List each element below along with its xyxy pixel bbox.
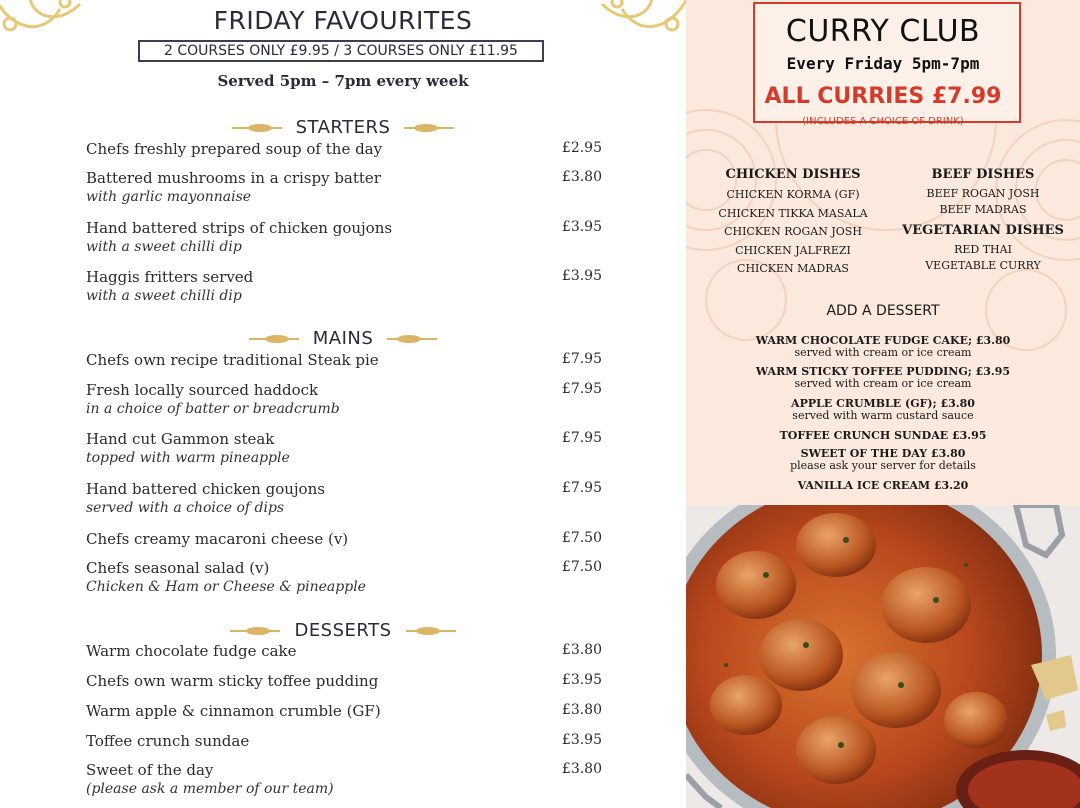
item-price: £3.95 xyxy=(561,219,602,235)
curry-club-drink-note: (INCLUDES A CHOICE OF DRINK) xyxy=(802,116,964,127)
dish-item: BEEF MADRAS xyxy=(939,203,1027,216)
menu-item xyxy=(86,702,602,720)
item-name: Chefs own recipe traditional Steak pie xyxy=(86,351,379,369)
menu-item xyxy=(86,219,602,255)
curry-club-title: CURRY CLUB xyxy=(785,14,981,49)
dessert-item: WARM STICKY TOFFEE PUDDING; £3.95 served with cream or ice cream xyxy=(755,365,1011,390)
mains-heading: MAINS xyxy=(0,328,686,349)
beef-dishes xyxy=(896,167,1070,218)
item-price: £3.80 xyxy=(561,761,602,777)
item-description: topped with warm pineapple xyxy=(86,450,290,466)
item-price: £3.95 xyxy=(561,672,602,688)
dessert-item: VANILLA ICE CREAM £3.20 xyxy=(797,479,969,492)
dessert-item: SWEET OF THE DAY £3.80 please ask your server for details xyxy=(790,447,976,472)
menu-item xyxy=(86,430,602,466)
item-price: £3.80 xyxy=(561,642,602,658)
menu-item xyxy=(86,169,602,205)
item-name: Chefs creamy macaroni cheese (v) xyxy=(86,530,349,548)
dessert-item: TOFFEE CRUNCH SUNDAE £3.95 xyxy=(779,429,987,442)
menu-item xyxy=(86,268,602,304)
item-name: Sweet of the day xyxy=(86,761,214,779)
chicken-dishes-heading: CHICKEN DISHES xyxy=(725,167,861,182)
item-price: £3.80 xyxy=(561,169,602,185)
item-name: Warm chocolate fudge cake xyxy=(86,642,297,660)
menu-item xyxy=(86,381,602,417)
item-description: with a sweet chilli dip xyxy=(86,288,242,304)
wheat-ornament-icon xyxy=(232,123,282,133)
curry-pot-icon xyxy=(686,505,1080,808)
curry-club-price: ALL CURRIES £7.99 xyxy=(764,84,1002,109)
item-description: Chicken & Ham or Cheese & pineapple xyxy=(86,579,366,595)
vegetarian-dishes-heading: VEGETARIAN DISHES xyxy=(902,223,1064,238)
item-name: Chefs seasonal salad (v) xyxy=(86,559,270,577)
menu-title: FRIDAY FAVOURITES xyxy=(213,6,473,35)
item-price: £3.95 xyxy=(561,268,602,284)
curry-club-times: Every Friday 5pm-7pm xyxy=(786,54,980,73)
item-price: £2.95 xyxy=(561,140,602,156)
menu-item xyxy=(86,480,602,516)
dish-item: CHICKEN MADRAS xyxy=(737,262,849,275)
item-name: Hand battered strips of chicken goujons xyxy=(86,219,393,237)
served-times: Served 5pm – 7pm every week xyxy=(217,72,469,90)
wheat-ornament-icon xyxy=(406,626,456,636)
item-name: Warm apple & cinnamon crumble (GF) xyxy=(86,702,381,720)
wheat-ornament-icon xyxy=(387,334,437,344)
curry-dish-photo xyxy=(686,505,1080,808)
dish-item: VEGETABLE CURRY xyxy=(925,259,1041,272)
item-description: served with a choice of dips xyxy=(86,500,285,516)
menu-item xyxy=(86,351,602,369)
item-price: £7.50 xyxy=(561,559,602,575)
item-description: in a choice of batter or breadcrumb xyxy=(86,401,340,417)
item-name: Fresh locally sourced haddock xyxy=(86,381,319,399)
wheat-ornament-icon xyxy=(230,626,280,636)
dessert-item: APPLE CRUMBLE (GF); £3.80 served with warm custard sauce xyxy=(791,397,975,422)
wheat-ornament-icon xyxy=(404,123,454,133)
item-price: £7.95 xyxy=(561,381,602,397)
menu-item xyxy=(86,140,602,158)
item-price: £7.95 xyxy=(561,351,602,367)
add-dessert-heading: ADD A DESSERT xyxy=(826,303,940,319)
dessert-item: WARM CHOCOLATE FUDGE CAKE; £3.80 served with cream or ice cream xyxy=(755,334,1011,359)
item-name: Toffee crunch sundae xyxy=(86,732,250,750)
item-description: with garlic mayonnaise xyxy=(86,189,252,205)
item-price: £7.95 xyxy=(561,480,602,496)
item-name: Chefs freshly prepared soup of the day xyxy=(86,140,383,158)
menu-item xyxy=(86,642,602,660)
item-name: Battered mushrooms in a crispy batter xyxy=(86,169,381,187)
item-name: Hand battered chicken goujons xyxy=(86,480,325,498)
dish-item: CHICKEN ROGAN JOSH xyxy=(724,225,862,238)
beef-dishes-heading: BEEF DISHES xyxy=(931,167,1035,182)
item-name: Haggis fritters served xyxy=(86,268,254,286)
item-description: (please ask a member of our team) xyxy=(86,781,334,797)
item-description: with a sweet chilli dip xyxy=(86,239,242,255)
dish-item: BEEF ROGAN JOSH xyxy=(926,187,1040,200)
menu-item xyxy=(86,672,602,690)
curry-club-panel xyxy=(686,0,1080,505)
dish-item: RED THAI xyxy=(954,243,1012,256)
dish-item: CHICKEN TIKKA MASALA xyxy=(718,206,868,220)
vegetarian-dishes xyxy=(896,223,1070,274)
menu-item xyxy=(86,761,602,797)
item-name: Chefs own warm sticky toffee pudding xyxy=(86,672,379,690)
item-name: Hand cut Gammon steak xyxy=(86,430,275,448)
starters-heading: STARTERS xyxy=(0,117,686,138)
dish-item: CHICKEN JALFREZI xyxy=(735,243,851,257)
menu-item xyxy=(86,732,602,750)
item-price: £7.50 xyxy=(561,530,602,546)
item-price: £3.80 xyxy=(561,702,602,718)
chicken-dishes xyxy=(696,167,890,279)
menu-item xyxy=(86,530,602,548)
course-offer-box: 2 COURSES ONLY £9.95 / 3 COURSES ONLY £11.95 xyxy=(138,40,544,62)
item-price: £3.95 xyxy=(561,732,602,748)
dish-item: CHICKEN KORMA (GF) xyxy=(726,188,860,201)
menu-item xyxy=(86,559,602,595)
desserts-heading: DESSERTS xyxy=(0,620,686,641)
item-price: £7.95 xyxy=(561,430,602,446)
wheat-ornament-icon xyxy=(249,334,299,344)
